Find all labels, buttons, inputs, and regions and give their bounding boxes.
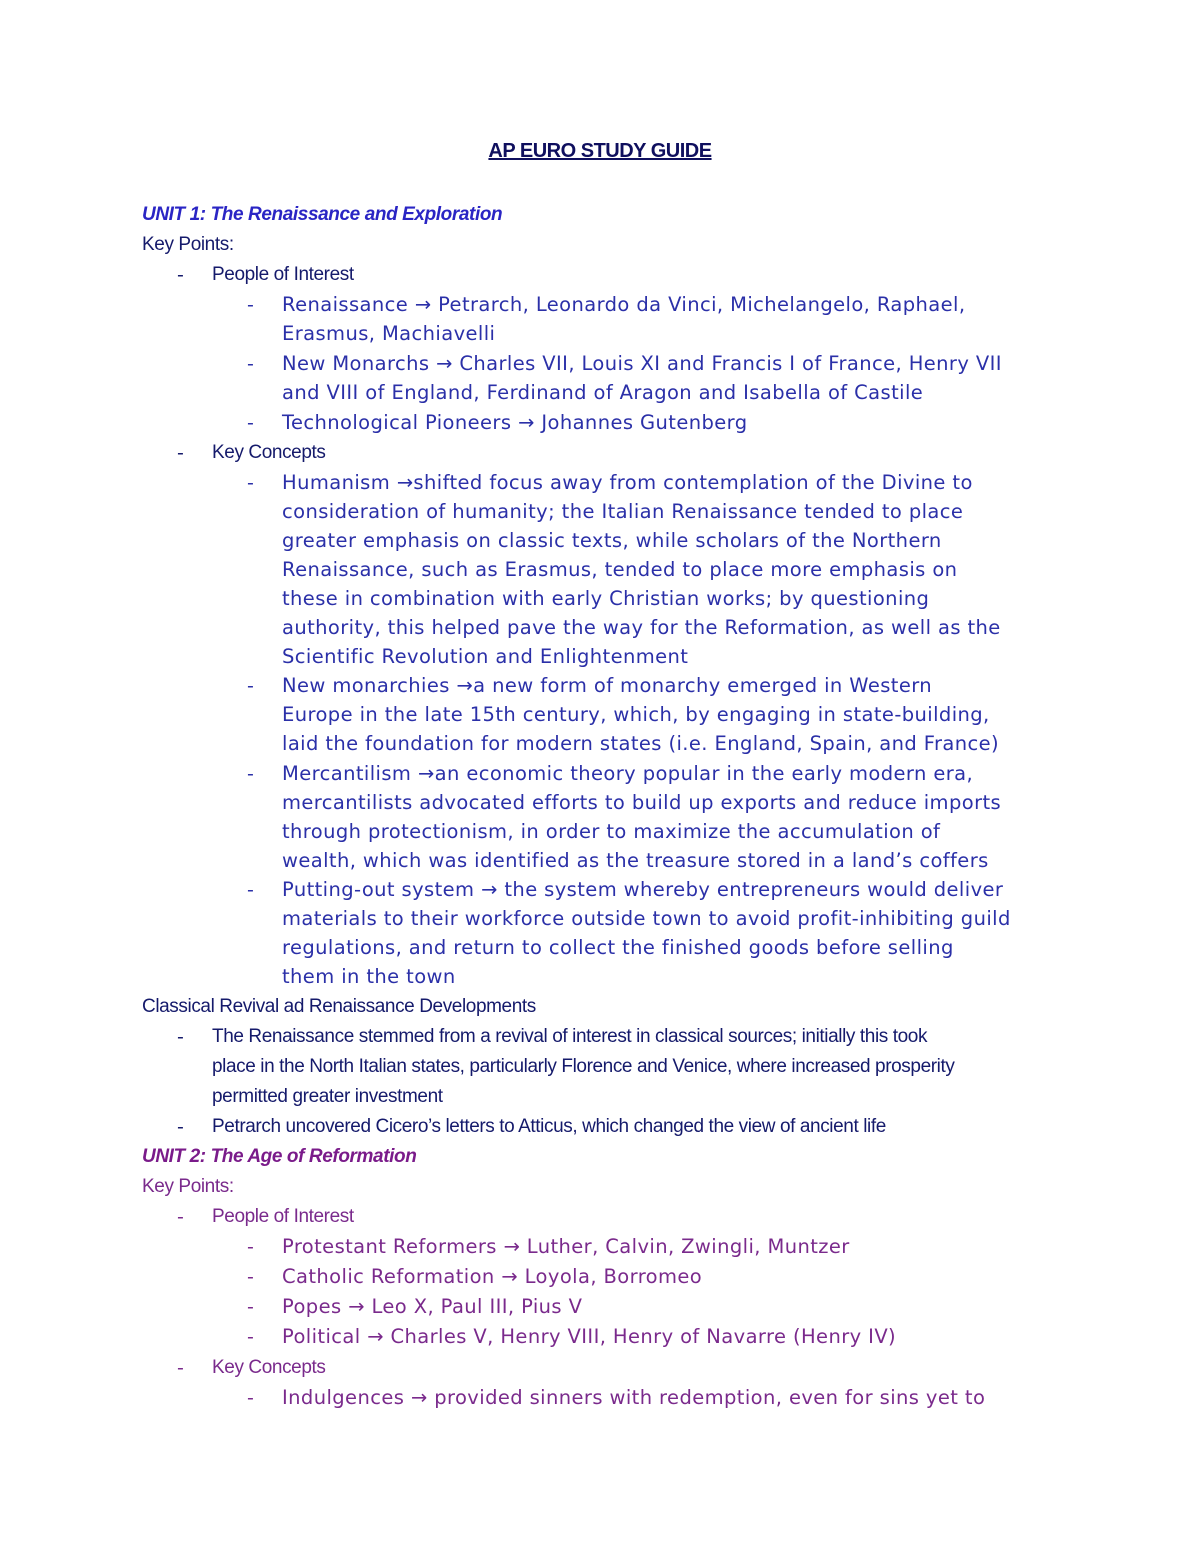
classical-line: Petrarch uncovered Cicero’s letters to Atticus, which changed the view of ancient life bbox=[212, 1116, 886, 1137]
unit1-concept-line: laid the foundation for modern states (i.e. England, Spain, and France) bbox=[282, 732, 1000, 755]
unit2-concepts-label: Key Concepts bbox=[212, 1357, 326, 1378]
unit1-people-line: Technological Pioneers → Johannes Gutenberg bbox=[282, 411, 748, 434]
unit1-concept-line: these in combination with early Christian works; by questioning bbox=[282, 587, 930, 610]
unit1-heading: UNIT 1: The Renaissance and Exploration bbox=[142, 204, 503, 225]
bullet-dash: - bbox=[247, 472, 254, 494]
unit1-concept-line: consideration of humanity; the Italian Renaissance tended to place bbox=[282, 500, 964, 523]
classical-revival-heading: Classical Revival ad Renaissance Developments bbox=[142, 996, 536, 1017]
unit1-people-label: People of Interest bbox=[212, 264, 354, 285]
bullet-dash: - bbox=[247, 1387, 254, 1409]
bullet-dash: - bbox=[247, 763, 254, 785]
unit2-concept-line: Indulgences → provided sinners with redemption, even for sins yet to bbox=[282, 1386, 986, 1409]
bullet-dash: - bbox=[247, 353, 254, 375]
unit1-people-line: Erasmus, Machiavelli bbox=[282, 322, 496, 345]
unit2-heading: UNIT 2: The Age of Reformation bbox=[142, 1146, 417, 1167]
unit1-concept-line: Europe in the late 15th century, which, by engaging in state-building, bbox=[282, 703, 990, 726]
unit1-people-line: and VIII of England, Ferdinand of Aragon and Isabella of Castile bbox=[282, 381, 924, 404]
unit1-concept-line: materials to their workforce outside town to avoid profit-inhibiting guild bbox=[282, 907, 1011, 930]
classical-line: permitted greater investment bbox=[212, 1086, 443, 1107]
bullet-dash: - bbox=[177, 264, 184, 286]
bullet-dash: - bbox=[247, 294, 254, 316]
bullet-dash: - bbox=[247, 675, 254, 697]
unit1-people-line: New Monarchs → Charles VII, Louis XI and Francis I of France, Henry VII bbox=[282, 352, 1002, 375]
unit1-concept-line: Renaissance, such as Erasmus, tended to place more emphasis on bbox=[282, 558, 958, 581]
unit1-concept-line: Putting-out system → the system whereby entrepreneurs would deliver bbox=[282, 878, 1004, 901]
unit1-concept-line: greater emphasis on classic texts, while scholars of the Northern bbox=[282, 529, 942, 552]
bullet-dash: - bbox=[247, 1326, 254, 1348]
unit1-concept-line: regulations, and return to collect the finished goods before selling bbox=[282, 936, 954, 959]
classical-line: The Renaissance stemmed from a revival of interest in classical sources; initially this took bbox=[212, 1026, 928, 1047]
unit2-people-line: Catholic Reformation → Loyola, Borromeo bbox=[282, 1265, 703, 1288]
bullet-dash: - bbox=[247, 1266, 254, 1288]
unit1-people-line: Renaissance → Petrarch, Leonardo da Vinci, Michelangelo, Raphael, bbox=[282, 293, 966, 316]
unit1-concept-line: Scientific Revolution and Enlightenment bbox=[282, 645, 689, 668]
unit1-concept-line: mercantilists advocated efforts to build up exports and reduce imports bbox=[282, 791, 1002, 814]
unit2-people-label: People of Interest bbox=[212, 1206, 354, 1227]
bullet-dash: - bbox=[247, 879, 254, 901]
unit2-people-line: Protestant Reformers → Luther, Calvin, Zwingli, Muntzer bbox=[282, 1235, 850, 1258]
document-title: AP EURO STUDY GUIDE bbox=[488, 140, 712, 162]
unit1-concept-line: through protectionism, in order to maximize the accumulation of bbox=[282, 820, 941, 843]
bullet-dash: - bbox=[177, 1357, 184, 1379]
bullet-dash: - bbox=[247, 1236, 254, 1258]
unit2-people-line: Popes → Leo X, Paul III, Pius V bbox=[282, 1295, 583, 1318]
unit1-concepts-label: Key Concepts bbox=[212, 442, 326, 463]
unit1-concept-line: them in the town bbox=[282, 965, 456, 988]
unit1-concept-line: authority, this helped pave the way for the Reformation, as well as the bbox=[282, 616, 1001, 639]
bullet-dash: - bbox=[177, 1026, 184, 1048]
bullet-dash: - bbox=[247, 1296, 254, 1318]
unit1-concept-line: wealth, which was identified as the treasure stored in a land’s coffers bbox=[282, 849, 989, 872]
unit1-concept-line: Mercantilism →an economic theory popular in the early modern era, bbox=[282, 762, 974, 785]
bullet-dash: - bbox=[177, 442, 184, 464]
bullet-dash: - bbox=[247, 412, 254, 434]
bullet-dash: - bbox=[177, 1116, 184, 1138]
unit1-key-points-label: Key Points: bbox=[142, 234, 234, 255]
bullet-dash: - bbox=[177, 1206, 184, 1228]
unit1-concept-line: New monarchies →a new form of monarchy emerged in Western bbox=[282, 674, 933, 697]
classical-line: place in the North Italian states, particularly Florence and Venice, where increased prosperity bbox=[212, 1056, 955, 1077]
unit1-concept-line: Humanism →shifted focus away from contemplation of the Divine to bbox=[282, 471, 973, 494]
unit2-key-points-label: Key Points: bbox=[142, 1176, 234, 1197]
unit2-people-line: Political → Charles V, Henry VIII, Henry of Navarre (Henry IV) bbox=[282, 1325, 897, 1348]
